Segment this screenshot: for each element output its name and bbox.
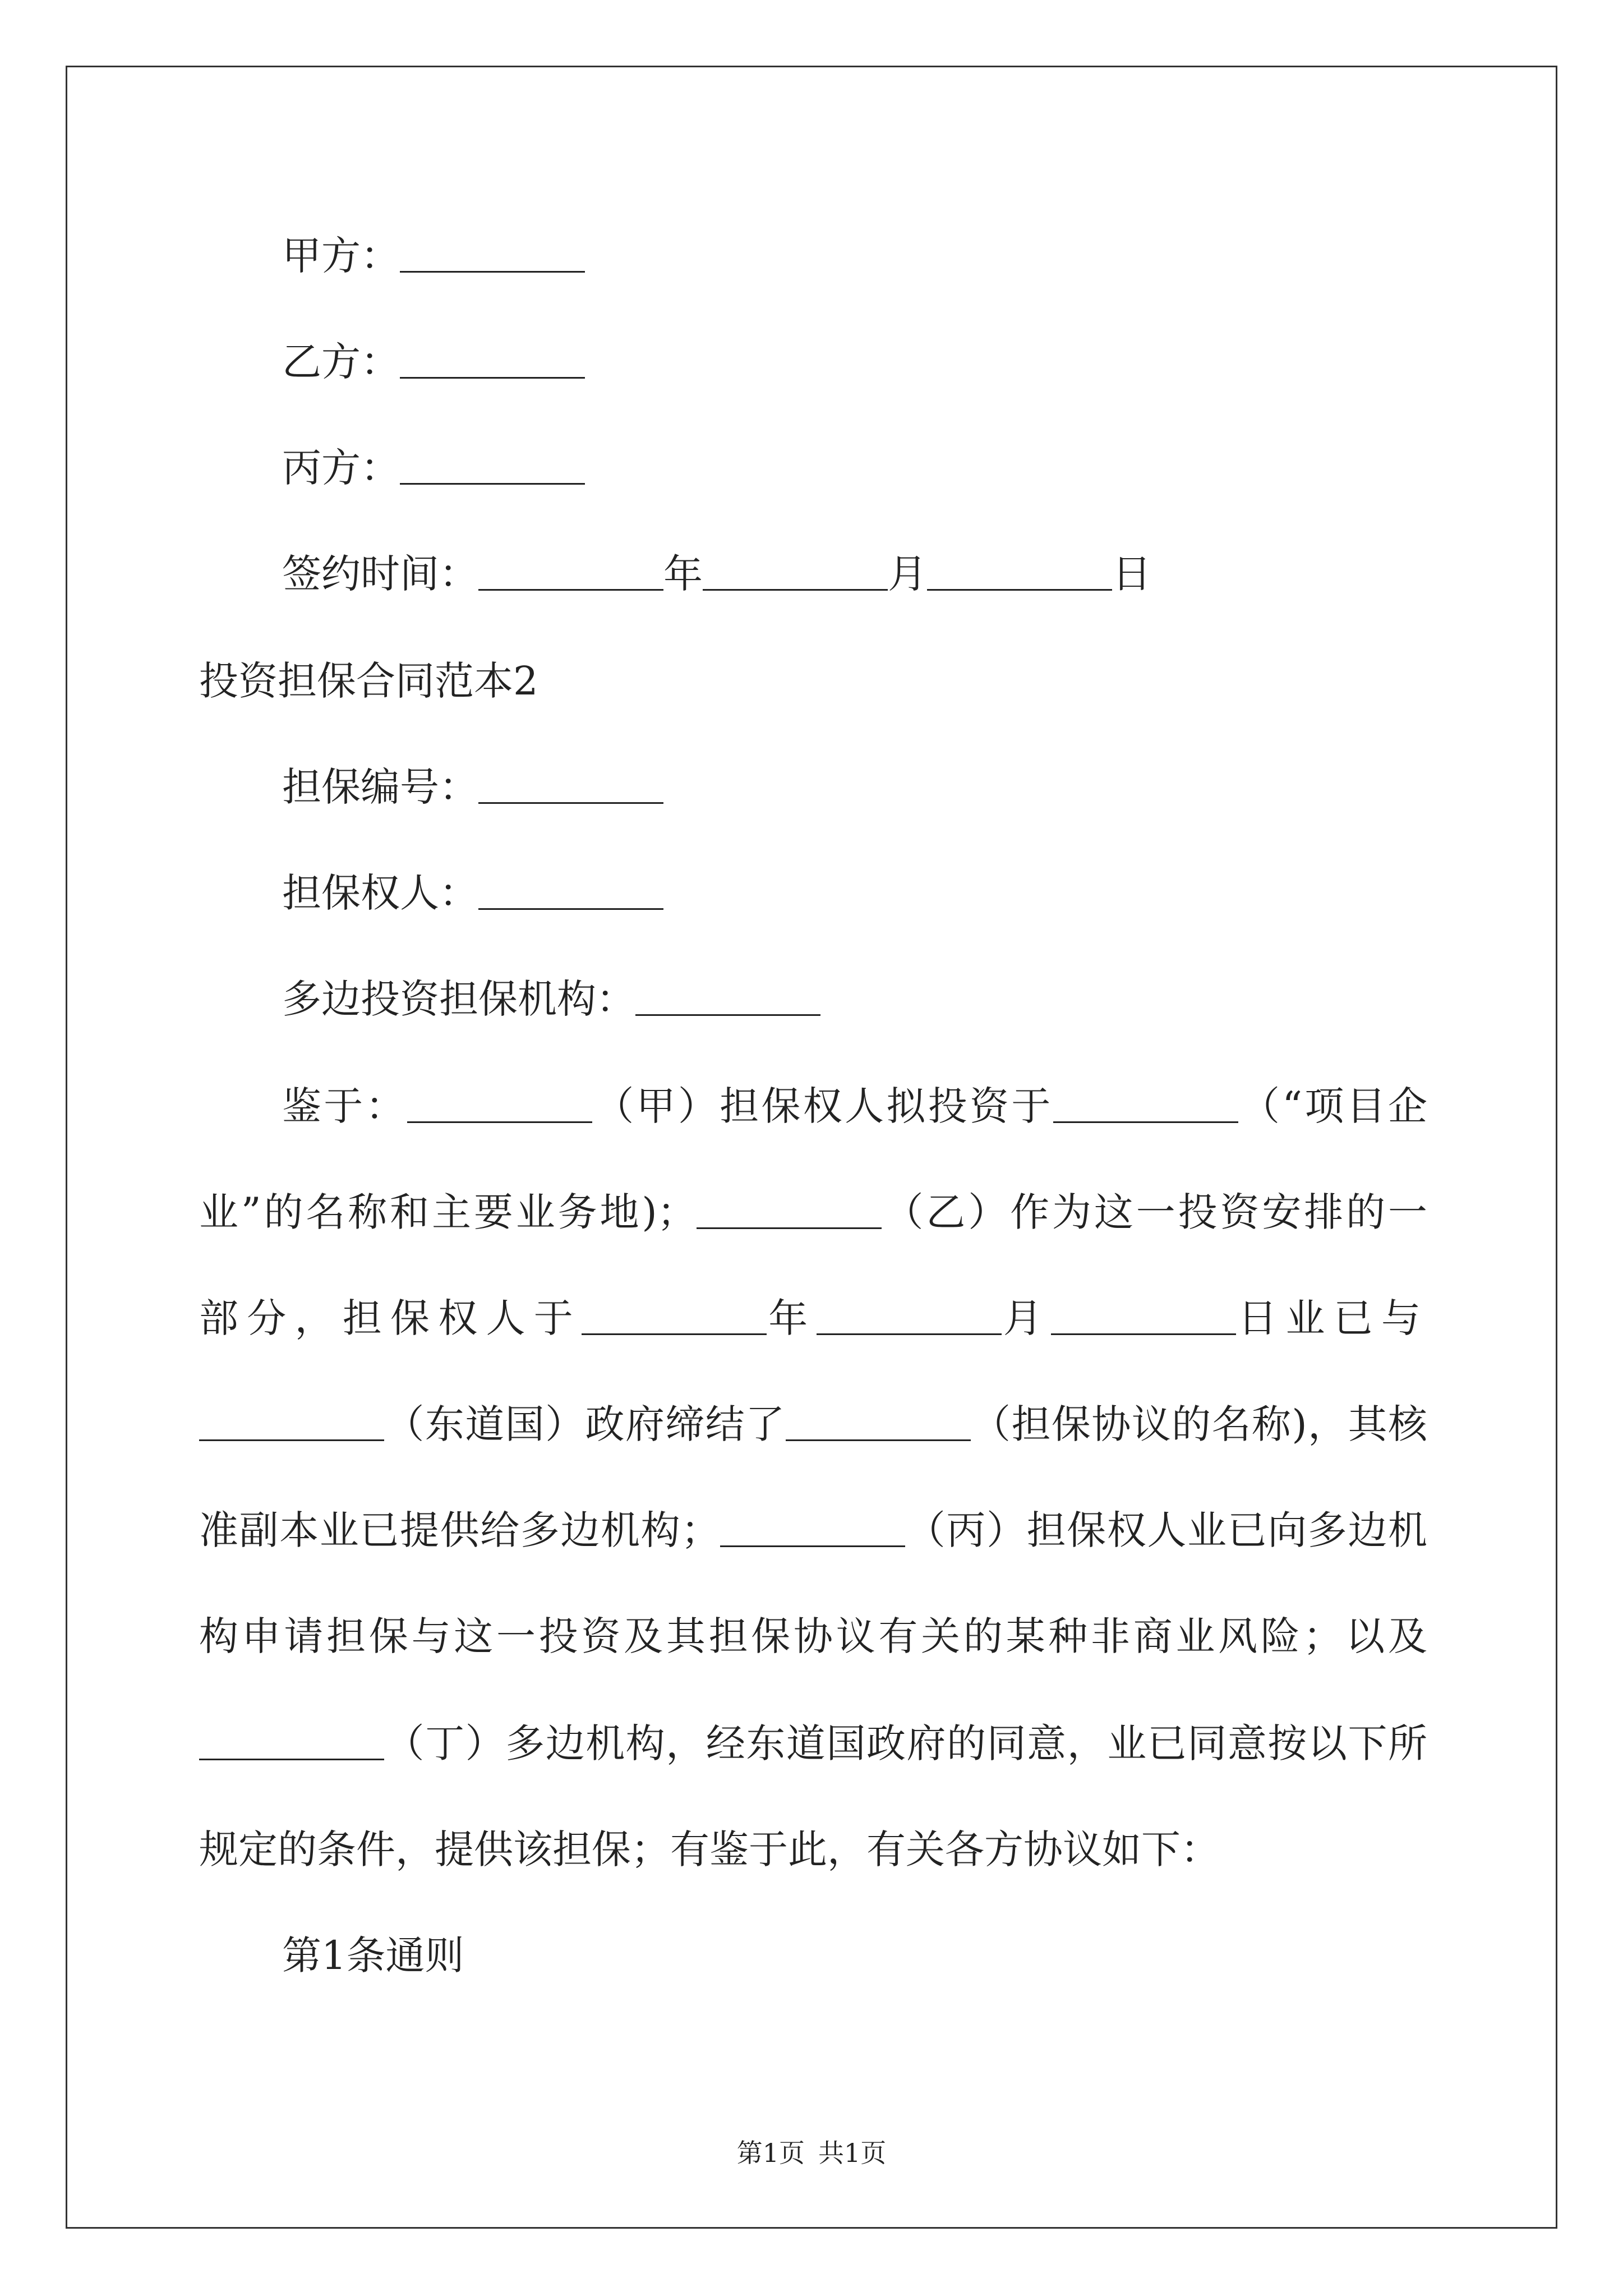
- para-text: （担保协议的名称)，其核: [970, 1401, 1428, 1447]
- para-text: （“项目企: [1238, 1083, 1428, 1129]
- party-b-line: [282, 334, 585, 390]
- para-text: 规定的条件，提供该担保；有鉴于此，有关各方协议如下：: [199, 1826, 1220, 1872]
- article-1-heading: 第1条通则: [282, 1932, 464, 1978]
- para-text: （乙）作为这一投资安排的一: [881, 1189, 1427, 1235]
- sign-time-line: [282, 546, 1151, 602]
- party-a-line: [282, 228, 585, 284]
- guarantee-number-label: 担保编号：: [282, 764, 478, 810]
- para-text: 准副本业已提供给多边机构；: [199, 1507, 721, 1553]
- party-a-label: 甲方：: [282, 233, 400, 279]
- para-text: （丙）担保权人业已向多边机: [905, 1507, 1428, 1553]
- fill-blank: [817, 1302, 1002, 1335]
- page-frame: [66, 66, 1557, 2229]
- para-text: （东道国）政府缔结了: [384, 1401, 786, 1447]
- fill-blank: [407, 1090, 592, 1123]
- agency-label: 多边投资担保机构：: [282, 976, 635, 1022]
- para-line-1: [282, 1078, 1427, 1134]
- para-line-6: [199, 1608, 1427, 1664]
- guarantee-number-blank: [478, 771, 663, 804]
- fill-blank: [786, 1408, 971, 1441]
- para-text: 月: [1001, 1295, 1051, 1341]
- guarantee-holder-label: 担保权人：: [282, 870, 478, 916]
- party-b-label: 乙方：: [282, 339, 400, 385]
- fill-blank: [582, 1302, 767, 1335]
- sign-day-blank: [927, 558, 1112, 591]
- para-text: 鉴于：: [282, 1083, 407, 1129]
- para-line-5: [199, 1502, 1427, 1558]
- party-c-line: [282, 440, 585, 496]
- page-total: 共1页: [818, 2138, 887, 2168]
- party-b-blank: [400, 346, 585, 379]
- section-title: 投资担保合同范本2: [199, 658, 538, 704]
- para-line-7: [199, 1715, 1427, 1772]
- sign-year-label: 年: [663, 551, 703, 597]
- party-c-label: 丙方：: [282, 445, 400, 491]
- para-text: （甲）担保权人拟投资于: [592, 1083, 1053, 1129]
- fill-blank: [199, 1727, 384, 1760]
- para-text: 年: [767, 1295, 817, 1341]
- guarantee-number-line: [282, 759, 663, 815]
- para-line-3: [199, 1290, 1427, 1346]
- fill-blank: [720, 1514, 905, 1547]
- fill-blank: [697, 1196, 882, 1229]
- sign-month-label: 月: [888, 551, 927, 597]
- page-footer: [0, 2136, 1623, 2170]
- para-line-8: [199, 1821, 1220, 1878]
- guarantee-holder-line: [282, 865, 663, 921]
- guarantee-holder-blank: [478, 877, 663, 910]
- fill-blank: [199, 1408, 384, 1441]
- para-line-4: [199, 1396, 1427, 1452]
- page-number: 第1页: [736, 2138, 805, 2168]
- para-text: 部分，担保权人于: [199, 1295, 582, 1341]
- party-c-blank: [400, 452, 585, 485]
- agency-line: [282, 971, 820, 1027]
- sign-month-blank: [703, 558, 888, 591]
- sign-time-label: 签约时间：: [282, 551, 478, 597]
- para-text: 业”的名称和主要业务地)；: [199, 1189, 697, 1235]
- fill-blank: [1053, 1090, 1238, 1123]
- sign-day-label: 日: [1112, 551, 1151, 597]
- party-a-blank: [400, 240, 585, 273]
- para-text: 构申请担保与这一投资及其担保协议有关的某种非商业风险；以及: [199, 1613, 1427, 1659]
- para-text: （丁）多边机构，经东道国政府的同意，业已同意按以下所: [384, 1720, 1427, 1766]
- para-text: 日业已与: [1236, 1295, 1427, 1341]
- sign-year-blank: [478, 558, 663, 591]
- para-line-2: [199, 1184, 1427, 1240]
- agency-blank: [635, 983, 820, 1016]
- fill-blank: [1051, 1302, 1236, 1335]
